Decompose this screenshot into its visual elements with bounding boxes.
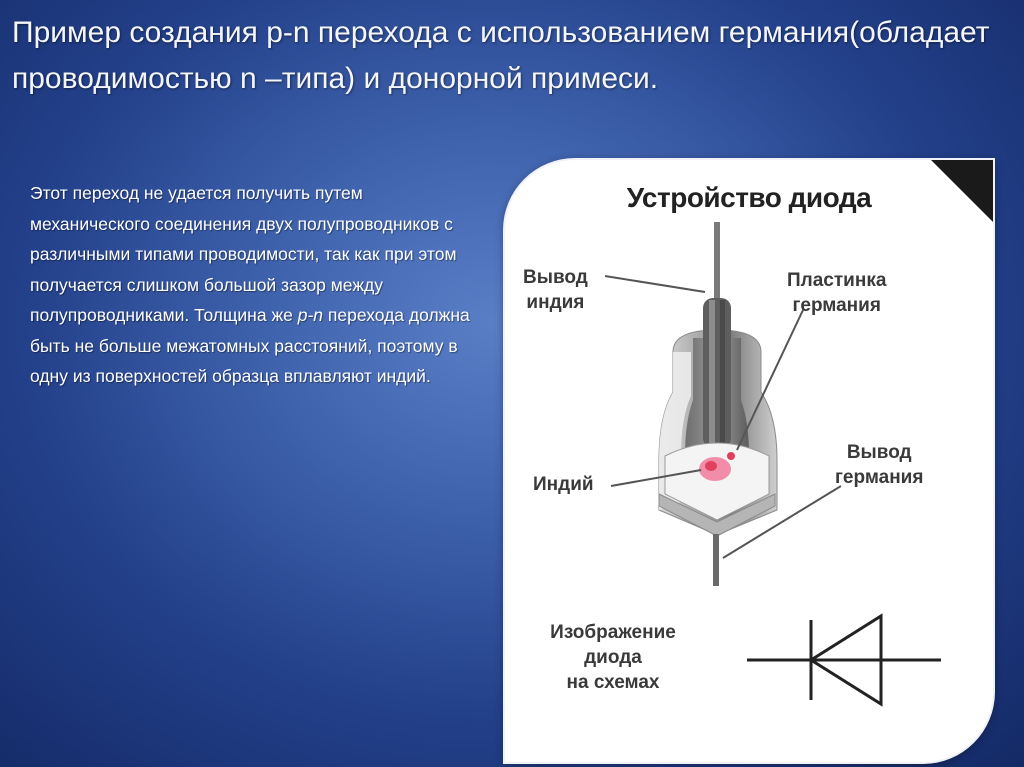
body-text-pn: p-n: [297, 305, 324, 325]
label-indium-lead-line1: Вывод: [523, 267, 588, 288]
body-text: [30, 178, 470, 392]
label-germanium-plate-line1: Пластинка: [787, 270, 887, 291]
label-indium-lead-line2: индия: [526, 292, 585, 313]
indium-lead-rod: [703, 298, 731, 448]
diode-figure: [505, 160, 993, 762]
label-symbol: [529, 620, 697, 695]
label-germanium-lead-line1: Вывод: [846, 442, 912, 463]
label-germanium-lead-line2: германия: [835, 467, 924, 488]
bottom-lead-wire: [713, 534, 719, 586]
label-germanium-lead: [835, 440, 923, 490]
label-germanium-plate: [787, 268, 886, 318]
label-symbol-line3: на схемах: [566, 672, 660, 693]
slide-title: Пример создания p-n перехода с использованием германия(обладает проводимостью n –типа) и донорной примеси.: [12, 16, 990, 95]
label-indium-lead: [523, 265, 588, 315]
body-text-part1: Этот переход не удается получить путем механического соединения двух полупроводников с различными типами проводимости, так как при этом получается слишком большой зазор между полупроводниками. Толщина же: [30, 183, 457, 325]
label-symbol-line1: Изображение: [550, 622, 676, 643]
figure-title: Устройство диода: [626, 182, 872, 213]
label-symbol-line2: диода: [584, 647, 642, 668]
body-text-part3: перехода должна быть не больше межатомных расстояний, поэтому в одну из поверхностей образца вплавляют индий.: [30, 305, 470, 386]
leader-indium-lead: [605, 276, 705, 292]
label-germanium-plate-line2: германия: [792, 295, 881, 316]
label-indium: Индий: [533, 474, 594, 495]
